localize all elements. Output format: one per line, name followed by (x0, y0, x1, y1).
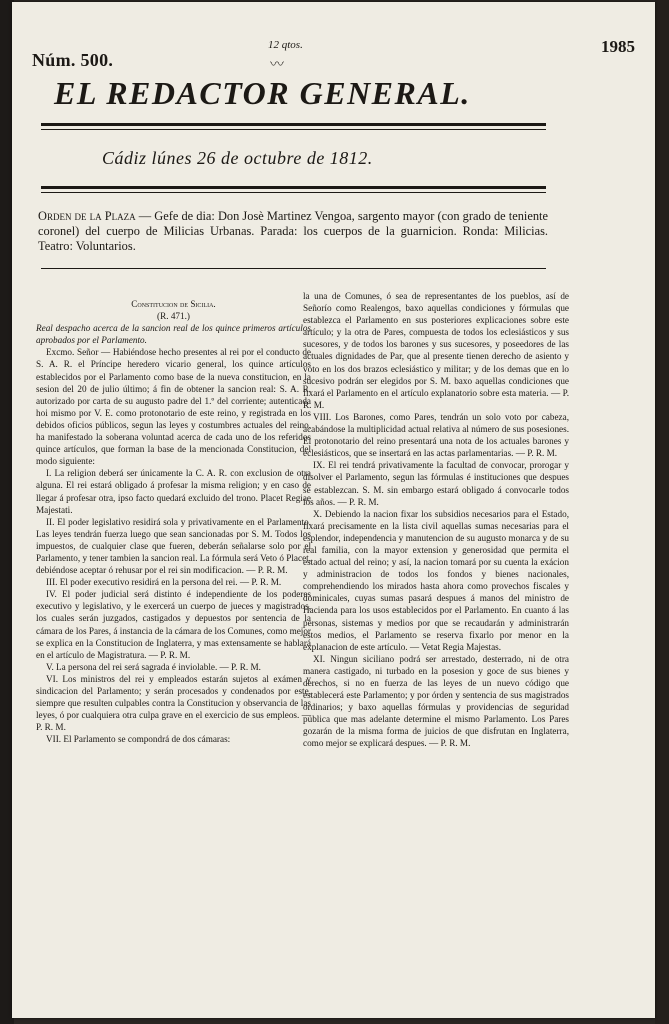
masthead-title: EL REDACTOR GENERAL. (54, 75, 471, 111)
paragraph: VIII. Los Barones, como Pares, tendrán un solo voto por cabeza, acabándose la multiplicidad actual relativa al número de sus posesiones. El protonotario del reino presentará una nota de los actuales barones y eclesiásticos, que se insertará en las actas parlamentarias. — P. R. M. (303, 411, 569, 459)
dateline-rule (41, 186, 546, 189)
right-column (303, 290, 569, 750)
orden-de-la-plaza (38, 209, 548, 254)
paragraph: VI. Los ministros del rei y empleados estarán sujetos al exámen y sindicacion del Parlamento; y serán procesados y condenados por este, siempre que resulten culpables contra la Constitucion y observancia de las leyes, ó por cualquiera otra culpa grave en el exercicio de sus empleos. — P. R. M. (36, 673, 311, 733)
ornament: 〰 (270, 58, 284, 73)
issue-number: Núm. 500. (32, 50, 114, 70)
masthead-rule-thin (41, 129, 546, 130)
paragraph: XI. Ningun siciliano podrá ser arrestado, desterrado, ni de otra manera castigado, ni turbado en la posesion y goce de sus bienes y derechos, si no en fuerza de las leyes de un nuevo código que establecerá este Parlamento; y por órden y sentencia de sus magistrados ordinarios; y baxo aquellas fórmulas y providencias de seguridad pública que mas adelante determine el mismo Parlamento. Los Pares gozarán de la misma forma de juicios de que disfrutan en Inglaterra, como mejor se explicará despues. — P. R. M. (303, 653, 569, 749)
paragraph: VII. El Parlamento se compondrá de dos cámaras: (46, 734, 231, 745)
article-ref: (R. 471.) (157, 311, 190, 322)
orden-heading: Orden de la Plaza (38, 209, 136, 223)
article-heading: Constitucion de Sicilia. (131, 299, 216, 309)
article-subtitle: Real despacho acerca de la sancion real de los quince primeros artículos aprobados por el Parlamento. (36, 323, 311, 346)
paragraph: la una de Comunes, ó sea de representantes de los pueblos, así de Señorío como Realengos, baxo aquellas condiciones y fórmulas que establezca el Parlamento en sus posteriores explicaciones sobre este artículo; y la otra de Pares, compuesta de todos los eclesiásticos y sus sucesores, y de todos los barones y sus sucesores, y poseedores de las actuales dignidades de Par, que al presente tienen derecho de asiento y voto en los dos brazos eclesiástico y militar; y de los demas que en lo sucesivo podrán ser elegidos por S. M. baxo aquellas condiciones que fixará el Parlamento en el artículo explanatorio sobre esta materia. — P. R. M. (303, 291, 569, 410)
page-number: 1985 (601, 37, 635, 56)
masthead-rule-top (41, 123, 546, 126)
dateline-rule-thin (41, 192, 546, 193)
paragraph: IX. El rei tendrá privativamente la facultad de convocar, prorogar y disolver el Parlamento, segun las fórmulas é instituciones que despues se establezcan. S. M. sin embargo estará obligado á convocarle todos los años. — P. R. M. (303, 460, 569, 507)
paragraph: III. El poder executivo residirá en la persona del rei. — P. R. M. (46, 577, 282, 588)
paragraph: IV. El poder judicial será distinto é independiente de los poderes executivo y legislativo, y le exercerá un cuerpo de jueces y magistrados, los cuales serán juzgados, castigados y depuestos por sentencia de la cámara de los Pares, á instancia de la cámara de los Comunes, como mejor se explica en la Constitucion de Inglaterra, y mas extensamente se hablará en el artículo de Magistratura. — P. R. M. (36, 589, 311, 660)
scan-right-edge (655, 0, 669, 1024)
left-column (36, 298, 311, 745)
dateline: Cádiz lúnes 26 de octubre de 1812. (102, 148, 373, 168)
orden-text: — Gefe de dia: Don Josè Martinez Vengoa, sargento mayor (con grado de teniente coronel) del cuerpo de Milicias Urbanas. Parada: los cuerpos de la guarnicion. Ronda: Milicias. Teatro: Voluntarios. (38, 209, 548, 253)
price-label: 12 qtos. (268, 39, 303, 51)
paragraph: X. Debiendo la nacion fixar los subsidios necesarios para el Estado, fixará precisamente en la lista civil aquellas sumas necesarias para el esplendor, independencia y manutencion de su augusto monarca y de su real familia, con la mayor extension y generosidad que permita el estado actual del reino; y así, la nacion tomará por su cuenta la exácion y administracion de todos los fondos y bienes nacionales, comprehendiendo los mirados hasta ahora como provechos fiscales y dominicales, cuyas sumas pasará despues á manos del ministro de Hacienda para los usos establecidos por el Parlamento. En cuanto á las personas, sistemas y medios por que se recaudarán y administrarán estos medios, el Parlamento se reserva fixarlo por menor en la explanacion de este artículo. — Vetat Regia Majestas. (303, 508, 569, 652)
paragraph: V. La persona del rei será sagrada é inviolable. — P. R. M. (46, 661, 261, 672)
newspaper-page (12, 2, 655, 1018)
paragraph: II. El poder legislativo residirá sola y privativamente en el Parlamento. Las leyes tendrán fuerza luego que sean sancionadas por S. M. Todos los impuestos, de cualquier clase que fueren, deberán señalarse solo por el Parlamento, y tener tambien la sancion real. La fórmula será Veto ó Placet, debiéndose aceptar ó rehusar por el rei sin modificacion. — P. R. M. (36, 516, 311, 576)
section-rule (41, 268, 546, 269)
paragraph: I. La religion deberá ser únicamente la C. A. R. con exclusion de otra alguna. El rei estará obligado á profesar la misma religion; y en caso de llegar á profesar otra, ipso facto quedará excluido del trono. Placet Regiae Majestati. (36, 468, 311, 515)
paragraph: Excmo. Señor — Habiéndose hecho presentes al rei por el conducto de S. A. R. el Príncipe heredero vicario general, los quince artículos establecidos por el Parlamento como base de la nueva constitucion, en la sesion del 20 de julio último; á fin de obtener la sancion real: S. A. R. autorizado por carta de su augusto padre del 1.º del corriente; autenticada hoi mismo por V. E. como protonotario de este reino, y registrada en los debidos oficios públicos, segun las leyes y costumbres actuales del reino, ha manifestado la soberana voluntad acerca de cada uno de los referidos quince artículos, que forman la base de la mencionada Constitucion, del modo siguiente: (36, 347, 311, 467)
